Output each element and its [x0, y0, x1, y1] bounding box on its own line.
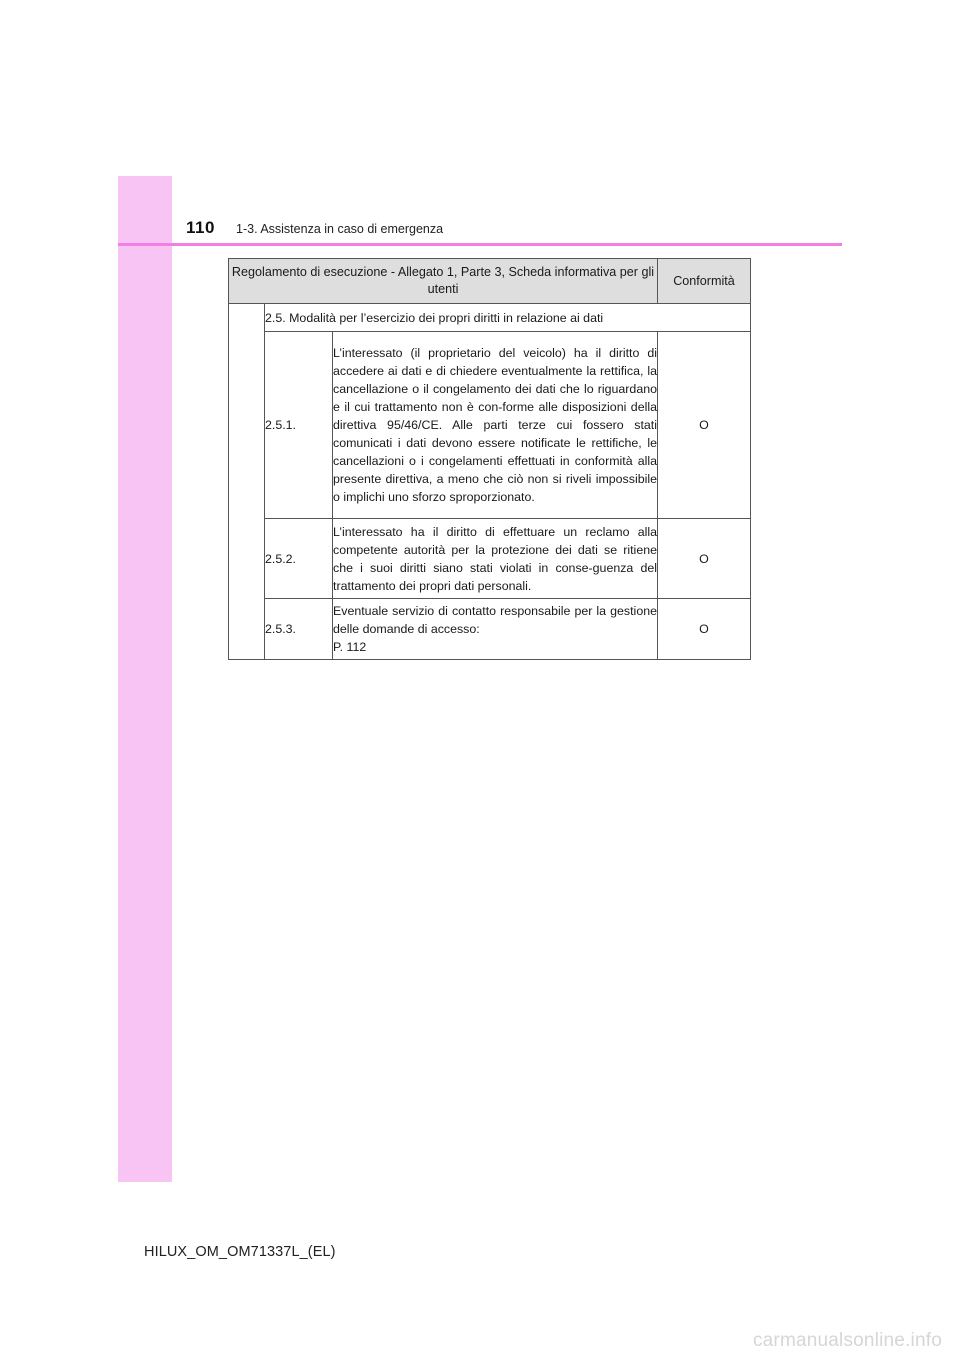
row-number: 2.5.1. — [265, 332, 333, 519]
conformity-mark: O — [658, 519, 751, 599]
table-row — [229, 599, 751, 660]
information-table — [228, 258, 751, 660]
row-text: L’interessato (il proprietario del veicolo) ha il diritto di accedere ai dati e di chiedere eventualmente la rettifica, la cancellazione o il congelamento dei dati che lo riguardano e il cui trattamento non è con-forme alle disposizioni della direttiva 95/46/CE. Alle parti terze cui fossero stati comunicati i dati devono essere notificate le rettifiche, le cancellazioni o i congelamenti effettuati in conformità alla presente direttiva, a meno che ciò non si riveli impossibile o implichi uno sforzo sproporzionato. — [333, 332, 658, 519]
conformity-mark: O — [658, 599, 751, 660]
table-section-row — [229, 304, 751, 332]
row-number: 2.5.3. — [265, 599, 333, 660]
page-reference: P. 112 — [333, 640, 367, 654]
header-regulation: Regolamento di esecuzione - Allegato 1, Parte 3, Scheda informativa per gli utenti — [229, 259, 658, 304]
row-text-cell — [333, 599, 658, 660]
row-number: 2.5.2. — [265, 519, 333, 599]
section-title: 1-3. Assistenza in caso di emergenza — [236, 222, 444, 236]
row-text: Eventuale servizio di contatto responsabile per la gestione delle domande di accesso: — [333, 604, 657, 636]
watermark: carmanualsonline.info — [752, 1330, 942, 1351]
header-rule — [118, 243, 842, 246]
blank-indent-cell — [229, 304, 265, 660]
side-color-band — [118, 176, 172, 1182]
header-conformity: Conformità — [658, 259, 751, 304]
table-header-row — [229, 259, 751, 304]
footer-document-code: HILUX_OM_OM71337L_(EL) — [144, 1244, 336, 1260]
row-text: L’interessato ha il diritto di effettuare un reclamo alla competente autorità per la protezione dei dati se ritiene che i suoi diritti siano stati violati in conse-guenza del trattamento dei propri dati personali. — [333, 519, 658, 599]
section-heading: 2.5. Modalità per l’esercizio dei propri diritti in relazione ai dati — [265, 304, 751, 332]
table-row — [229, 519, 751, 599]
table-row — [229, 332, 751, 519]
conformity-mark: O — [658, 332, 751, 519]
page-number: 110 — [186, 218, 215, 237]
